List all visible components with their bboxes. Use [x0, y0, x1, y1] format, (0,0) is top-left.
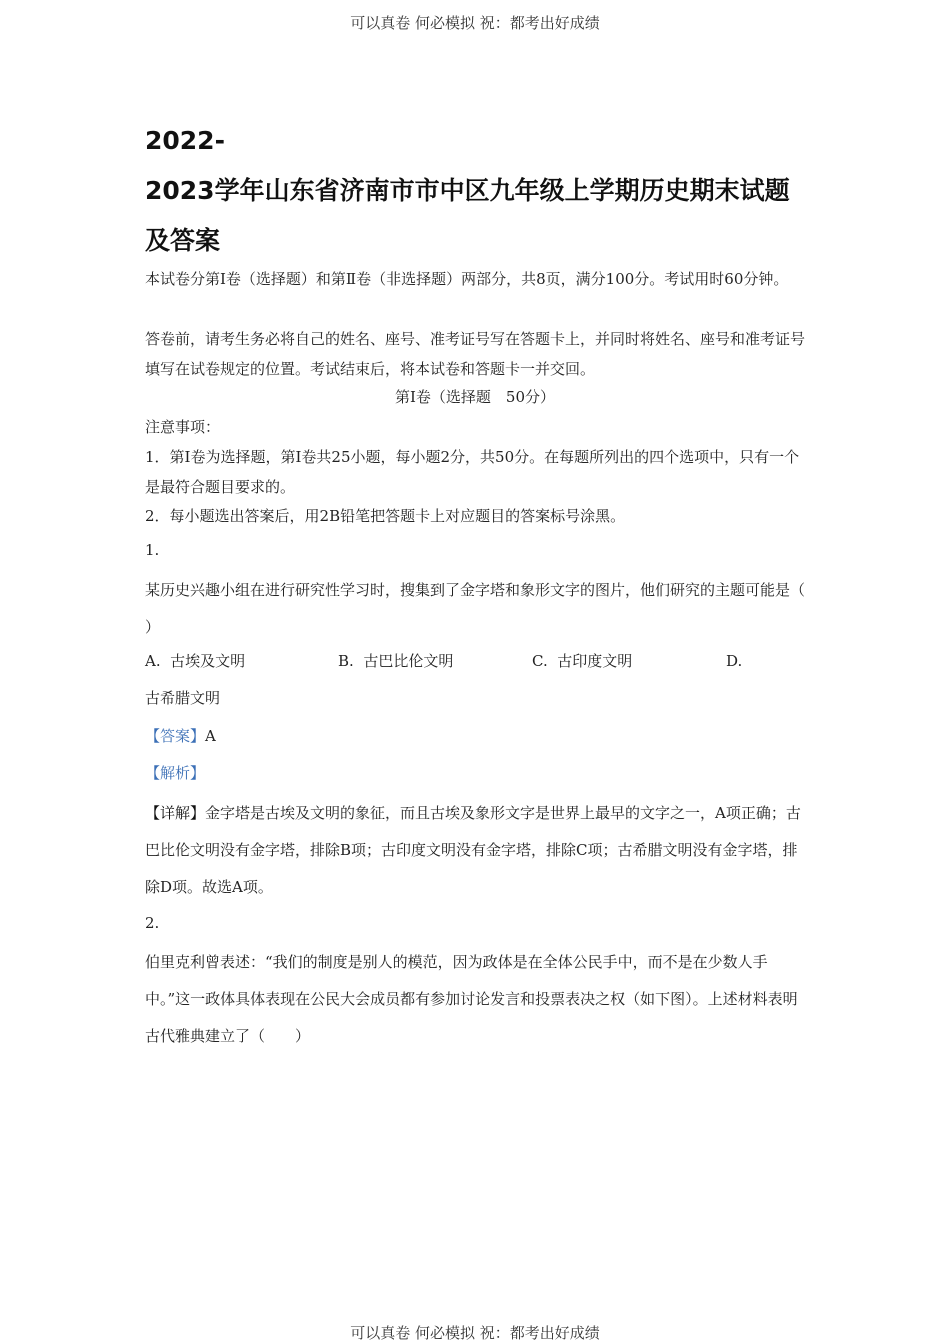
note-1: 1．第Ⅰ卷为选择题，第Ⅰ卷共25小题，每小题2分，共50分。在每题所列出的四个选项中，只有一个是最符合题目要求的。: [145, 448, 800, 496]
question-1-option-d-text[interactable]: 古希腊文明: [145, 689, 221, 707]
option-b-text: 古巴比伦文明: [363, 652, 454, 670]
intro-paragraph-2: 答卷前，请考生务必将自己的姓名、座号、准考证号写在答题卡上，并同时将姓名、座号和准考证号填写在试卷规定的位置。考试结束后，将本试卷和答题卡一并交回。: [145, 330, 806, 378]
detail-text: 金字塔是古埃及文明的象征，而且古埃及象形文字是世界上最早的文字之一，A项正确；古巴比伦文明没有金字塔，排除B项；古印度文明没有金字塔，排除C项；古希腊文明没有金字塔，排除D项。故选A项。: [145, 804, 801, 896]
detail-tag: 【详解】: [145, 804, 206, 822]
answer-tag: 【答案】: [145, 727, 206, 745]
question-1-option-d-key[interactable]: D.: [726, 652, 743, 670]
answer-value: A: [205, 727, 216, 745]
title-line-2: 2023学年山东省济南市市中区九年级上学期历史期末试题: [145, 176, 790, 205]
option-a-key: A.: [145, 652, 161, 670]
option-c-text: 古印度文明: [557, 652, 633, 670]
option-b-key: B.: [338, 652, 354, 670]
title-line-3: 及答案: [145, 226, 221, 255]
question-2-stem: 伯里克利曾表述：“我们的制度是别人的模范，因为政体是在全体公民手中，而不是在少数人手中。”这一政体具体表现在公民大会成员都有参加讨论发言和投票表决之权（如下图）。上述材料表明古代雅典建立了（ ）: [145, 953, 798, 1045]
page-footer: 可以真卷 何必模拟 祝：都考出好成绩: [350, 1324, 600, 1342]
question-1-option-a[interactable]: [145, 646, 245, 676]
note-2: 2．每小题选出答案后，用2B铅笔把答题卡上对应题目的答案标号涂黑。: [145, 507, 626, 525]
intro-paragraph-1: 本试卷分第Ⅰ卷（选择题）和第Ⅱ卷（非选择题）两部分，共8页，满分100分。考试用时60分钟。: [145, 270, 789, 288]
question-2-number: 2.: [145, 914, 160, 932]
question-1-stem: 某历史兴趣小组在进行研究性学习时，搜集到了金字塔和象形文字的图片，他们研究的主题可能是（ ）: [145, 581, 836, 636]
question-1-number: 1.: [145, 541, 160, 559]
section-heading: 第Ⅰ卷（选择题 50分）: [394, 388, 555, 406]
notes-label: 注意事项：: [145, 418, 221, 436]
page-header: 可以真卷 何必模拟 祝：都考出好成绩: [350, 14, 600, 32]
question-1-option-c[interactable]: [532, 646, 632, 676]
title-line-1: 2022-: [145, 126, 225, 155]
option-c-key: C.: [532, 652, 548, 670]
question-1-option-b[interactable]: [338, 646, 453, 676]
question-1-answer: [145, 721, 216, 751]
option-a-text: 古埃及文明: [170, 652, 246, 670]
question-1-detail: [145, 795, 810, 906]
analysis-tag: 【解析】: [145, 764, 206, 782]
